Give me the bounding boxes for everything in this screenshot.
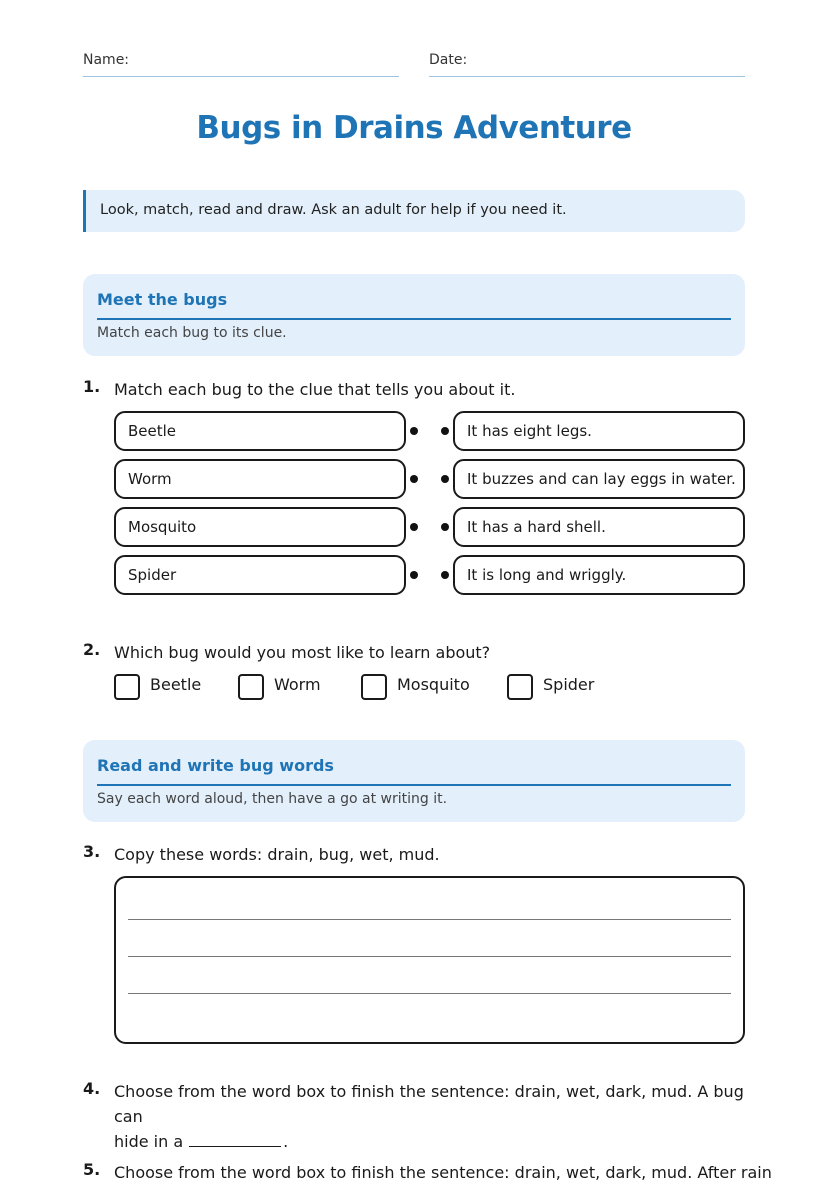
match-left-item[interactable]: Mosquito — [114, 507, 406, 547]
page-title: Bugs in Drains Adventure — [196, 110, 632, 146]
match-right-item[interactable]: It has a hard shell. — [453, 507, 745, 547]
question-text: Which bug would you most like to learn about? — [114, 643, 491, 662]
section-divider — [97, 784, 731, 786]
instructions-callout — [83, 190, 745, 232]
match-left-item[interactable]: Beetle — [114, 411, 406, 451]
instructions-text: Look, match, read and draw. Ask an adult for help if you need it. — [100, 202, 567, 218]
date-field[interactable] — [429, 76, 745, 77]
question-number: 2. — [83, 640, 101, 659]
checkbox-mosquito[interactable] — [361, 674, 387, 700]
match-left-item[interactable]: Spider — [114, 555, 406, 595]
section-subtitle: Say each word aloud, then have a go at writing it. — [97, 791, 448, 807]
question-number: 4. — [83, 1079, 101, 1098]
writing-line — [128, 956, 731, 957]
writing-box[interactable] — [114, 876, 745, 1044]
answer-blank[interactable] — [189, 1133, 281, 1147]
section-title: Meet the bugs — [97, 290, 228, 309]
writing-line — [128, 919, 731, 920]
checkbox-label: Worm — [274, 675, 321, 694]
section-read-and-write — [83, 740, 745, 822]
match-dot-left[interactable] — [410, 427, 418, 435]
section-meet-the-bugs — [83, 274, 745, 356]
checkbox-spider[interactable] — [507, 674, 533, 700]
name-label: Name: — [83, 52, 130, 68]
match-dot-right[interactable] — [441, 571, 449, 579]
question-number: 5. — [83, 1160, 101, 1179]
match-left-item[interactable]: Worm — [114, 459, 406, 499]
date-label: Date: — [429, 52, 468, 68]
name-field[interactable] — [83, 76, 399, 77]
match-dot-left[interactable] — [410, 475, 418, 483]
question-number: 3. — [83, 842, 101, 861]
question-number: 1. — [83, 377, 101, 396]
question-text: Copy these words: drain, bug, wet, mud. — [114, 845, 440, 864]
checkbox-label: Mosquito — [397, 675, 470, 694]
checkbox-worm[interactable] — [238, 674, 264, 700]
match-right-item[interactable]: It buzzes and can lay eggs in water. — [453, 459, 745, 499]
checkbox-label: Beetle — [150, 675, 202, 694]
match-dot-right[interactable] — [441, 475, 449, 483]
writing-line — [128, 993, 731, 994]
checkbox-beetle[interactable] — [114, 674, 140, 700]
match-dot-right[interactable] — [441, 427, 449, 435]
question-text — [114, 1079, 745, 1154]
match-right-item[interactable]: It has eight legs. — [453, 411, 745, 451]
match-dot-left[interactable] — [410, 523, 418, 531]
checkbox-label: Spider — [543, 675, 595, 694]
section-title: Read and write bug words — [97, 756, 334, 775]
match-right-item[interactable]: It is long and wriggly. — [453, 555, 745, 595]
question-text: Match each bug to the clue that tells you about it. — [114, 380, 516, 399]
question-text-line2: hide in a — [114, 1132, 184, 1151]
match-dot-left[interactable] — [410, 571, 418, 579]
question-text-end: . — [283, 1132, 289, 1151]
section-divider — [97, 318, 731, 320]
question-text-line1: Choose from the word box to finish the sentence: drain, wet, dark, mud. A bug can — [114, 1082, 744, 1126]
match-dot-right[interactable] — [441, 523, 449, 531]
section-subtitle: Match each bug to its clue. — [97, 325, 287, 341]
question-text: Choose from the word box to finish the sentence: drain, wet, dark, mud. After rain — [114, 1163, 772, 1182]
